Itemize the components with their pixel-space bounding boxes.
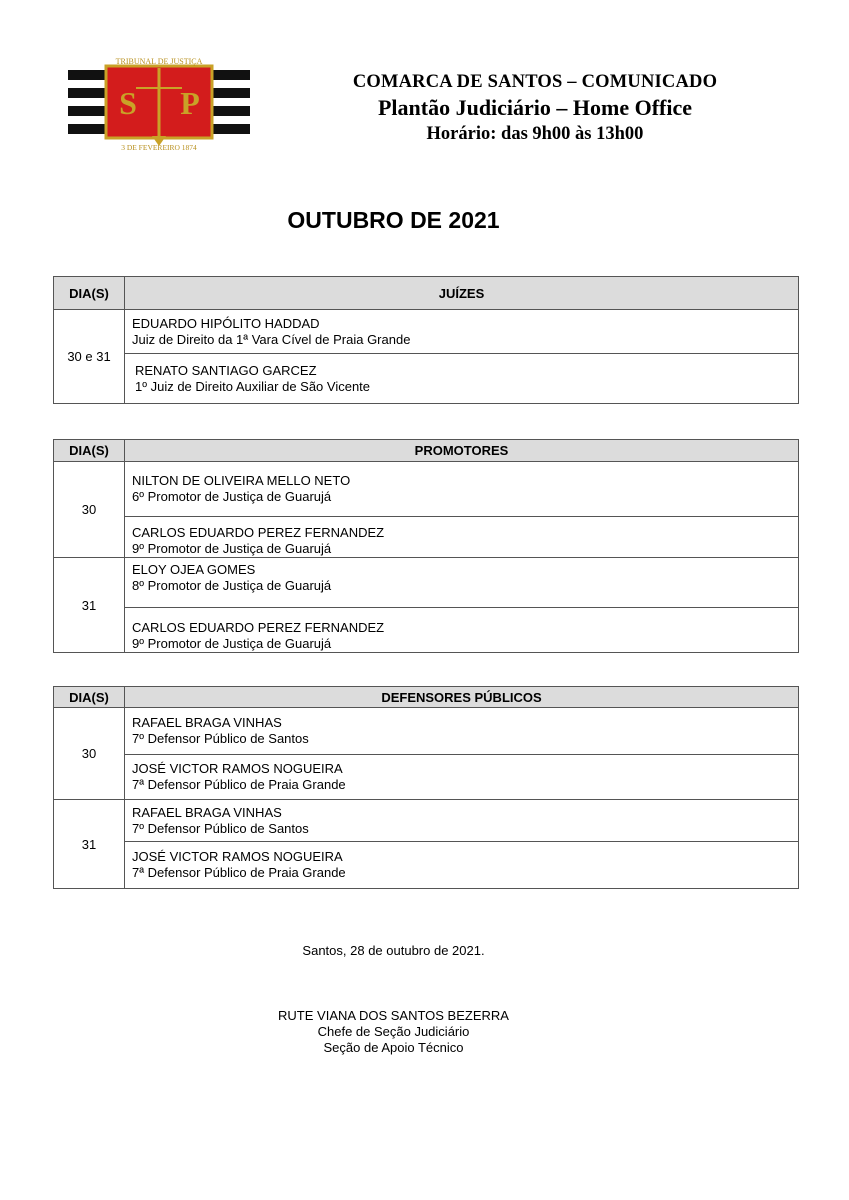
col-header-day: DIA(S) bbox=[54, 277, 125, 310]
document-header bbox=[290, 70, 780, 146]
place-date: Santos, 28 de outubro de 2021. bbox=[302, 943, 485, 958]
table-row bbox=[54, 558, 799, 608]
person-cell bbox=[125, 608, 799, 653]
col-header-role: JUÍZES bbox=[125, 277, 799, 310]
month-title: OUTUBRO DE 2021 bbox=[287, 207, 500, 233]
day-cell: 30 bbox=[54, 708, 125, 800]
signer-name: RUTE VIANA DOS SANTOS BEZERRA bbox=[278, 1008, 509, 1023]
table-row bbox=[54, 310, 799, 354]
person-cell bbox=[125, 842, 799, 889]
person-name: NILTON DE OLIVEIRA MELLO NETO bbox=[132, 473, 351, 488]
tribunal-logo bbox=[66, 56, 252, 152]
person-name: RAFAEL BRAGA VINHAS bbox=[132, 804, 282, 820]
person-cell bbox=[125, 558, 799, 608]
table-row bbox=[54, 708, 799, 755]
person-name: ELOY OJEA GOMES bbox=[132, 562, 256, 577]
table-row bbox=[54, 842, 799, 889]
signer-title: Chefe de Seção Judiciário bbox=[317, 1024, 470, 1039]
person-name: CARLOS EDUARDO PEREZ FERNANDEZ bbox=[132, 620, 385, 635]
table-row bbox=[54, 800, 799, 842]
header-line-1: COMARCA DE SANTOS – COMUNICADO bbox=[352, 72, 718, 92]
table-row bbox=[54, 354, 799, 404]
person-role: 9º Promotor de Justiça de Guarujá bbox=[132, 636, 332, 651]
judges-table bbox=[53, 276, 799, 404]
svg-text:3 DE FEVEREIRO 1874: 3 DE FEVEREIRO 1874 bbox=[121, 143, 197, 152]
person-cell bbox=[125, 708, 799, 755]
person-cell bbox=[125, 354, 799, 404]
col-header-day: DIA(S) bbox=[54, 687, 125, 708]
table-row bbox=[54, 608, 799, 653]
signer-department: Seção de Apoio Técnico bbox=[323, 1040, 464, 1055]
person-name: RENATO SANTIAGO GARCEZ bbox=[135, 362, 317, 378]
person-cell bbox=[125, 462, 799, 517]
svg-text:P: P bbox=[180, 85, 200, 121]
public-defenders-table bbox=[53, 686, 799, 889]
person-cell bbox=[125, 800, 799, 842]
person-role: 7ª Defensor Público de Praia Grande bbox=[132, 777, 346, 792]
table-row bbox=[54, 755, 799, 800]
person-cell bbox=[125, 310, 799, 354]
prosecutors-table bbox=[53, 439, 799, 653]
table-row bbox=[54, 462, 799, 517]
person-name: RAFAEL BRAGA VINHAS bbox=[132, 715, 282, 730]
person-cell bbox=[125, 517, 799, 558]
person-role: Juiz de Direito da 1ª Vara Cível de Praia Grande bbox=[132, 331, 411, 347]
svg-text:S: S bbox=[119, 85, 137, 121]
person-role: 1º Juiz de Direito Auxiliar de São Vicente bbox=[135, 378, 371, 394]
person-role: 8º Promotor de Justiça de Guarujá bbox=[132, 578, 332, 593]
day-cell: 31 bbox=[54, 558, 125, 653]
person-role: 6º Promotor de Justiça de Guarujá bbox=[132, 489, 332, 504]
col-header-role: DEFENSORES PÚBLICOS bbox=[125, 687, 799, 708]
person-name: EDUARDO HIPÓLITO HADDAD bbox=[132, 315, 320, 331]
signature-block bbox=[0, 1008, 787, 1056]
day-cell: 31 bbox=[54, 800, 125, 889]
table-row bbox=[54, 517, 799, 558]
col-header-role: PROMOTORES bbox=[125, 440, 799, 462]
header-line-3: Horário: das 9h00 às 13h00 bbox=[426, 124, 644, 144]
svg-text:TRIBUNAL DE JUSTIÇA: TRIBUNAL DE JUSTIÇA bbox=[115, 57, 203, 66]
day-cell: 30 bbox=[54, 462, 125, 558]
header-line-2: Plantão Judiciário – Home Office bbox=[377, 95, 693, 120]
person-name: JOSÉ VICTOR RAMOS NOGUEIRA bbox=[132, 761, 343, 776]
person-cell bbox=[125, 755, 799, 800]
person-name: JOSÉ VICTOR RAMOS NOGUEIRA bbox=[132, 849, 343, 864]
col-header-day: DIA(S) bbox=[54, 440, 125, 462]
person-role: 7º Defensor Público de Santos bbox=[132, 820, 309, 836]
person-role: 7º Defensor Público de Santos bbox=[132, 731, 309, 746]
day-cell: 30 e 31 bbox=[54, 310, 125, 404]
person-role: 7ª Defensor Público de Praia Grande bbox=[132, 865, 346, 880]
person-role: 9º Promotor de Justiça de Guarujá bbox=[132, 541, 332, 556]
person-name: CARLOS EDUARDO PEREZ FERNANDEZ bbox=[132, 525, 385, 540]
